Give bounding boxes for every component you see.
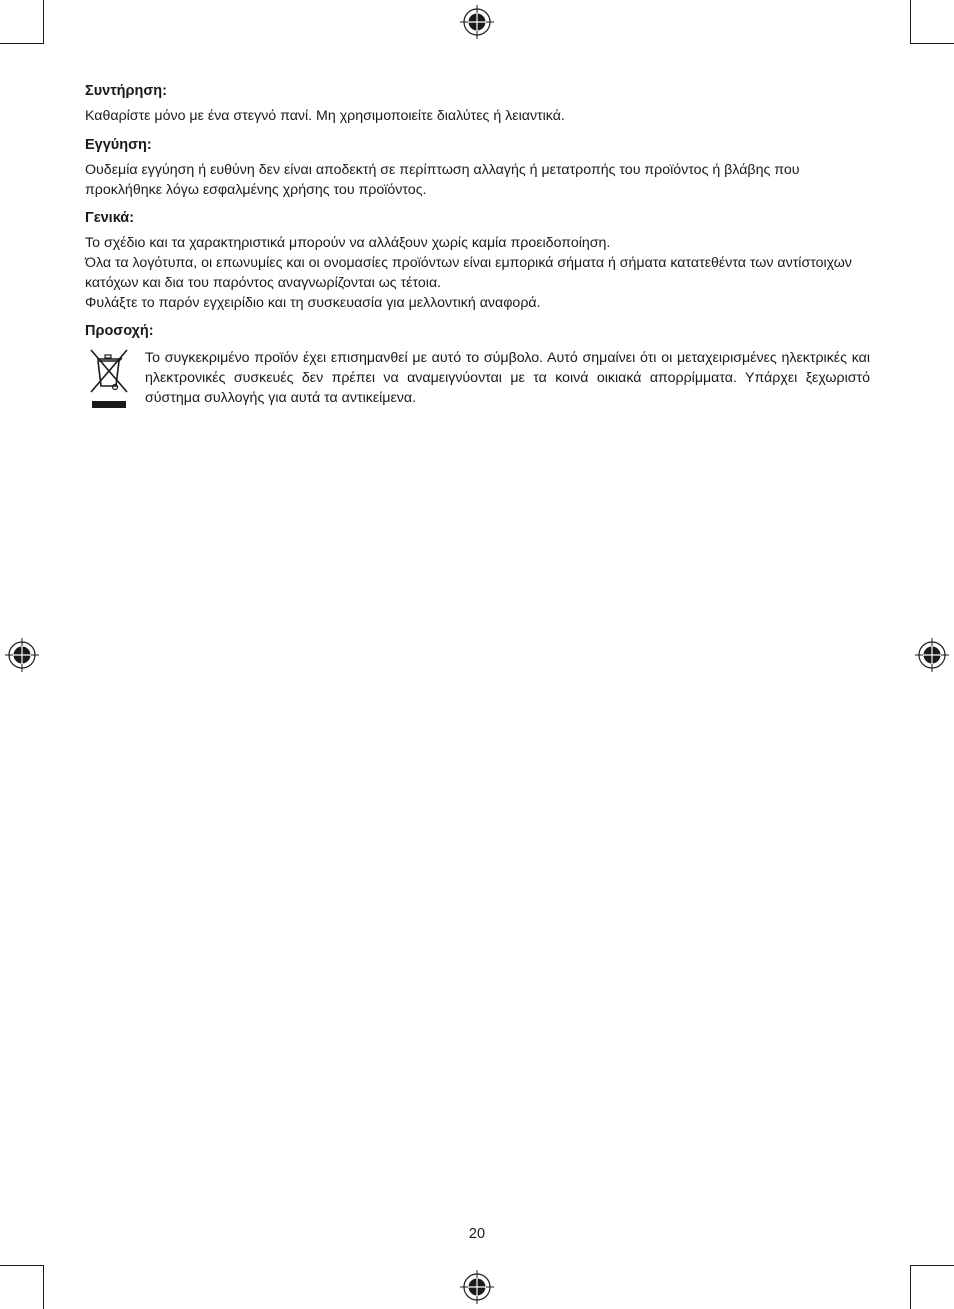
crop-mark-bottom-right: [910, 1265, 954, 1309]
crop-mark-bottom-left: [0, 1265, 44, 1309]
section-maintenance: [85, 82, 870, 126]
paragraph: Καθαρίστε μόνο με ένα στεγνό πανί. Μη χρησιμοποιείτε διαλύτες ή λειαντικά.: [85, 108, 565, 124]
registration-mark-right-icon: [915, 638, 949, 672]
paragraph: Το σχέδιο και τα χαρακτηριστικά μπορούν να αλλάξουν χωρίς καμία προειδοποίηση.: [85, 235, 611, 251]
registration-mark-bottom-icon: [460, 1270, 494, 1304]
weee-notice: [85, 348, 870, 410]
section-general: [85, 209, 870, 313]
section-title: Εγγύηση:: [85, 137, 152, 153]
registration-mark-left-icon: [5, 638, 39, 672]
section-title: Συντήρηση:: [85, 83, 167, 99]
section-title: Γενικά:: [85, 210, 135, 226]
crop-mark-top-right: [910, 0, 954, 44]
paragraph: Όλα τα λογότυπα, οι επωνυμίες και οι ονομασίες προϊόντων είναι εμπορικά σήματα ή σήματα κατατεθέντα των αντίστοιχων κατόχων και δια του παρόντος αναγνωρίζονται ως τέτοια.: [85, 255, 852, 291]
paragraph: Φυλάξτε το παρόν εγχειρίδιο και τη συσκευασία για μελλοντική αναφορά.: [85, 295, 541, 311]
crossed-out-wheelie-bin-icon: [87, 346, 131, 410]
notice-paragraph: Το συγκεκριμένο προϊόν έχει επισημανθεί με αυτό το σύμβολο. Αυτό σημαίνει ότι οι μεταχειρισμένες ηλεκτρικές και ηλεκτρονικές συσκευές δεν πρέπει να αναμειγνύονται με τα κοινά οικιακά απορρίμματα. Υπάρχει ξεχωριστό σύστημα συλλογής για αυτά τα αντικείμενα.: [145, 350, 870, 406]
document-body: [85, 82, 870, 419]
registration-mark-top-icon: [460, 5, 494, 39]
page-number: 20: [468, 1226, 486, 1242]
crop-mark-top-left: [0, 0, 44, 44]
section-warranty: [85, 136, 870, 200]
section-title: Προσοχή:: [85, 323, 154, 339]
section-caution: [85, 322, 870, 410]
paragraph: Ουδεμία εγγύηση ή ευθύνη δεν είναι αποδεκτή σε περίπτωση αλλαγής ή μετατροπής του προϊόντος ή βλάβης που προκλήθηκε λόγω εσφαλμένης χρήσης του προϊόντος.: [85, 162, 800, 198]
